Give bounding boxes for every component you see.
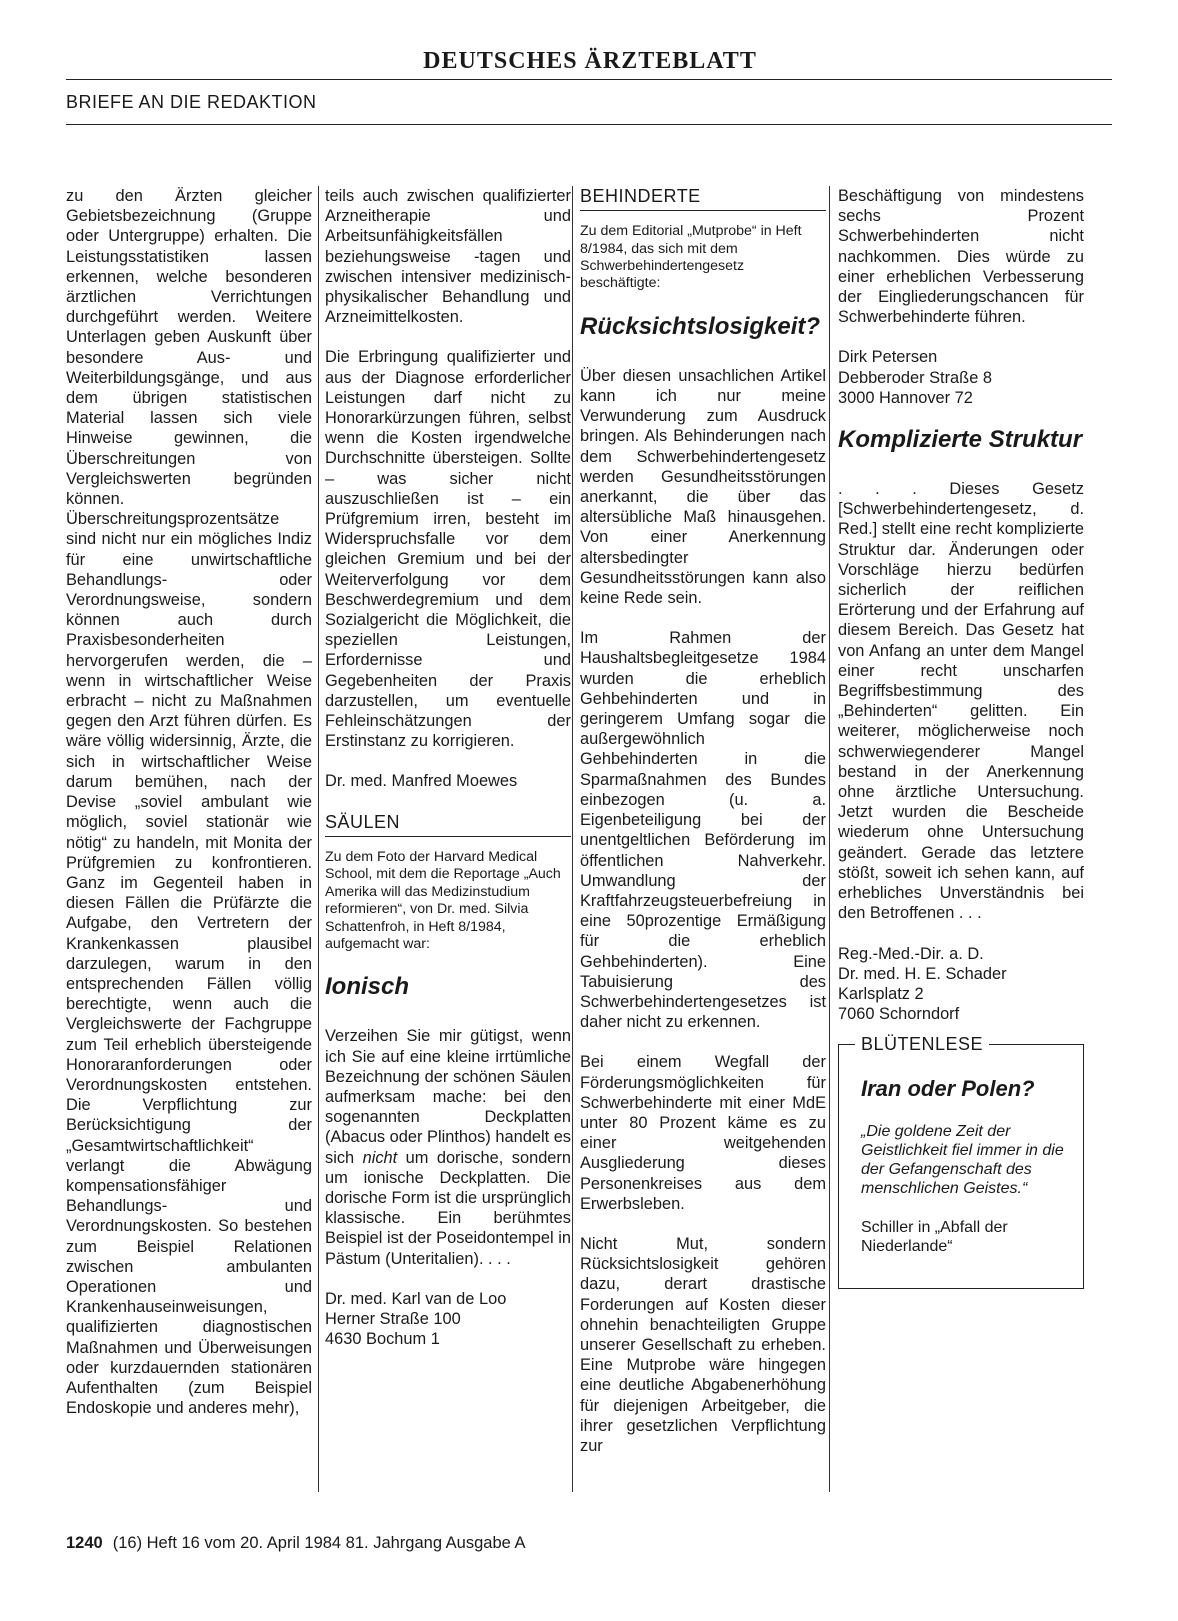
letter-signature: Dr. med. Manfred Moewes	[325, 772, 518, 791]
letter-body: Über diesen unsachlichen Artikel kann ich nur meine Verwunderung zum Ausdruck bringen. Als Behinderungen nach dem Schwerbehindertengesetz werden Gesundheitsstörungen anerkannt, die über das altersübliche Maß hinausgehen. Von einer Anerkennung altersbedingter Gesundheitsstörungen kann also keine Rede sein.	[580, 366, 826, 608]
topic-heading: SÄULEN	[325, 812, 571, 837]
letter-body: zu den Ärzten gleicher Gebietsbezeichnung (Gruppe oder Untergruppe) erhalten. Die Leistungsstatistiken lassen erkennen, welche besonderen ärztlichen Verrichtungen durchgeführt werden. Weitere Unterlagen geben Auskunft über besondere Aus- und Weiterbildungsgänge, und aus dem übrigen statistischen Material lassen sich viele Hinweise gewinnen, die Überschreitungen von Vergleichswerten begründen können. Überschreitungsprozentsätze sind nicht nur ein mögliches Indiz für eine unwirtschaftliche Behandlungs- oder Verordnungsweise, sondern können auch durch Praxisbesonderheiten hervorgerufen werden, die – wenn in wirtschaftlicher Weise erbracht – nicht zu Maßnahmen gegen den Arzt führen dürfen. Es wäre völlig widersinnig, Ärzte, die sich in wirtschaftlicher Weise darum bemühen, nach der Devise „soviel ambulant wie möglich, soviel stationär wie nötig“ zu handeln, mit Monita der Prüfgremien zu konfrontieren. Ganz im Gegenteil haben in diesen Fällen die Prüfärzte die Aufgabe, den Vertretern der Krankenkassen plausibel darzulegen, warum in den entsprechenden Fällen völlig berechtigte, wenn auch die Vergleichswerte der Fachgruppe zum Teil erheblich übersteigende Honoraranforderungen oder Verordnungskosten entstehen. Die Verpflichtung zur Berücksichtigung der „Gesamtwirtschaftlichkeit“ verlangt die Abwägung kompensationsfähiger Behandlungs- und Verordnungskosten. So bestehen zum Beispiel Relationen zwischen ambulanten Operationen und Krankenhauseinweisungen, qualifizierten diagnostischen Maßnahmen und Überweisungen oder kurzdauernden stationären Aufenthalten (zum Beispiel Endoskopie und anderes mehr),	[66, 187, 312, 1418]
letter-body: Die Erbringung qualifizierter und aus der Diagnose erforderlicher Leistungen darf nicht zu Honorarkürzungen führen, selbst wenn die Kosten irgendwelche Durchschnitte übersteigen. Sollte – was sicher nicht auszuschließen ist – ein Prüfgremium irren, besteht im Widerspruchsfalle vor dem gleichen Gremium und bei der Weiterverfolgung vor dem Beschwerdegremium und dem Sozialgericht die Möglichkeit, die speziellen Leistungen, Erfordernisse und Gegebenheiten der Praxis darzustellen, um eventuelle Fehleinschätzungen der Erstinstanz zu korrigieren.	[325, 348, 571, 751]
topic-heading: BEHINDERTE	[580, 186, 826, 211]
letter-body: Beschäftigung von mindestens sechs Prozent Schwerbehinderten nicht nachkommen. Dies würde zu einer erheblichen Verbesserung der Eingliederungschancen für Schwerbehinderte führen.	[838, 187, 1084, 327]
letter-body	[325, 1026, 571, 1268]
masthead-rule	[66, 79, 1112, 80]
letter-headline: Komplizierte Struktur	[838, 426, 1083, 454]
signature-line: Debberoder Straße 8	[838, 368, 992, 387]
section-title: BRIEFE AN DIE REDAKTION	[66, 92, 317, 112]
column-divider	[829, 186, 830, 1492]
letter-signature	[838, 944, 1084, 1025]
signature-line: 4630 Bochum 1	[325, 1330, 440, 1349]
letter-body: Bei einem Wegfall der Förderungsmöglichkeiten für Schwerbehinderte mit einer MdE unter 80 Prozent käme es zu einer weitgehenden Ausgliederung dieses Personenkreises aus dem Erwerbsleben.	[580, 1053, 826, 1213]
letter-signature	[325, 1289, 571, 1350]
column-divider	[318, 186, 319, 1492]
bluetenlese-box	[838, 1034, 1084, 1289]
box-headline: Iran oder Polen?	[861, 1076, 1035, 1102]
signature-line: Herner Straße 100	[325, 1309, 461, 1328]
column-3	[580, 186, 826, 1476]
letter-intro: Zu dem Foto der Harvard Medical School, mit dem die Reportage „Auch Amerika will das Medizinstudium reformieren“, von Dr. med. Silvia Schattenfroh, in Heft 8/1984, aufgemacht war:	[325, 848, 561, 952]
letter-intro: Zu dem Editorial „Mutprobe“ in Heft 8/1984, das sich mit dem Schwerbehindertengesetz beschäftigte:	[580, 223, 802, 292]
signature-line: 7060 Schorndorf	[838, 1005, 960, 1024]
letter-body: . . . Dieses Gesetz [Schwerbehindertengesetz, d. Red.] stellt eine recht komplizierte Struktur dar. Änderungen oder Vorschläge hierzu bedürfen sicherlich der reiflichen Erörterung und der Erfahrung auf diesem Bereich. Das Gesetz hat von Anfang an unter dem Mangel einer recht unscharfen Begriffsbestimmung des „Behinderten“ gelitten. Ein weiterer, möglicherweise noch schwerwiegenderer Mangel bestand in der Anerkennung ohne ärztliche Untersuchung. Jetzt wurden die Bescheide wiederum ohne Untersuchung geändert. Gerade das letztere stößt, soweit ich sehen kann, auf erhebliches Unverständnis bei den Betroffenen . . .	[838, 480, 1084, 923]
column-4	[838, 186, 1084, 1289]
box-quote: „Die goldene Zeit der Geistlichkeit fiel immer in die der Gefangenschaft des menschlichen Geistes.“	[861, 1123, 1064, 1198]
column-divider	[572, 186, 573, 1492]
signature-line: Dirk Petersen	[838, 348, 938, 367]
column-1	[66, 186, 312, 1438]
letter-body: Nicht Mut, sondern Rücksichtslosigkeit gehören dazu, derart drastische Forderungen auf Kosten dieser ohnehin benachteiligten Gruppe unserer Gesellschaft zu erheben. Eine Mutprobe wäre hingegen eine deutliche Abgabenerhöhung für diejenigen Arbeitgeber, die ihrer gesetzlichen Verpflichtung zur	[580, 1234, 826, 1455]
box-title: BLÜTENLESE	[855, 1034, 989, 1054]
letter-headline: Ionisch	[325, 973, 410, 1001]
signature-line: Karlsplatz 2	[838, 984, 924, 1003]
section-rule	[66, 124, 1112, 125]
page-footer	[66, 1534, 526, 1553]
masthead: DEUTSCHES ÄRZTEBLATT	[423, 48, 757, 74]
text-run: um dorische, sondern um ionische Deckplatten. Die dorische Form ist die ursprünglich klassische. Ein berühmtes Beispiel ist der Poseidontempel in Pästum (Unteritalien). . . .	[325, 1148, 571, 1268]
letter-signature	[838, 347, 1084, 408]
signature-line: Reg.-Med.-Dir. a. D.	[838, 944, 984, 963]
text-run: Verzeihen Sie mir gütigst, wenn ich Sie auf eine kleine irrtümliche Bezeichnung der schönen Säulen aufmerksam mache: bei den sogenannten Deckplatten (Abacus oder Plinthos) handelt es sich	[325, 1027, 572, 1167]
box-attribution: Schiller in „Abfall der Niederlande“	[861, 1219, 1008, 1256]
page-number: 1240	[66, 1534, 103, 1552]
emphasis: nicht	[362, 1148, 398, 1167]
letter-headline: Rücksichtslosigkeit?	[580, 312, 821, 340]
signature-line: Dr. med. Karl van de Loo	[325, 1289, 507, 1308]
letter-body: Im Rahmen der Haushaltsbegleitgesetze 1984 wurden die erheblich Gehbehinderten und in geringerem Umfang sogar die außergewöhnlich Gehbehinderten in die Sparmaßnahmen des Bundes einbezogen (u. a. Eigenbeteiligung bei der unentgeltlichen Beförderung im öffentlichen Nahverkehr. Umwandlung der Kraftfahrzeugsteuerbefreiung in eine 50prozentige Ermäßigung für die erheblich Gehbehinderten). Eine Tabuisierung des Schwerbehindertengesetzes ist daher nicht zu erkennen.	[580, 629, 826, 1032]
column-2	[325, 186, 571, 1367]
issue-info: (16) Heft 16 vom 20. April 1984 81. Jahrgang Ausgabe A	[112, 1534, 526, 1552]
signature-line: Dr. med. H. E. Schader	[838, 964, 1007, 983]
signature-line: 3000 Hannover 72	[838, 388, 973, 407]
letter-body: teils auch zwischen qualifizierter Arzneitherapie und Arbeitsunfähigkeitsfällen beziehungsweise -tagen und zwischen intensiver medizinisch-physikalischer Behandlung und Arzneimittelkosten.	[325, 187, 571, 327]
